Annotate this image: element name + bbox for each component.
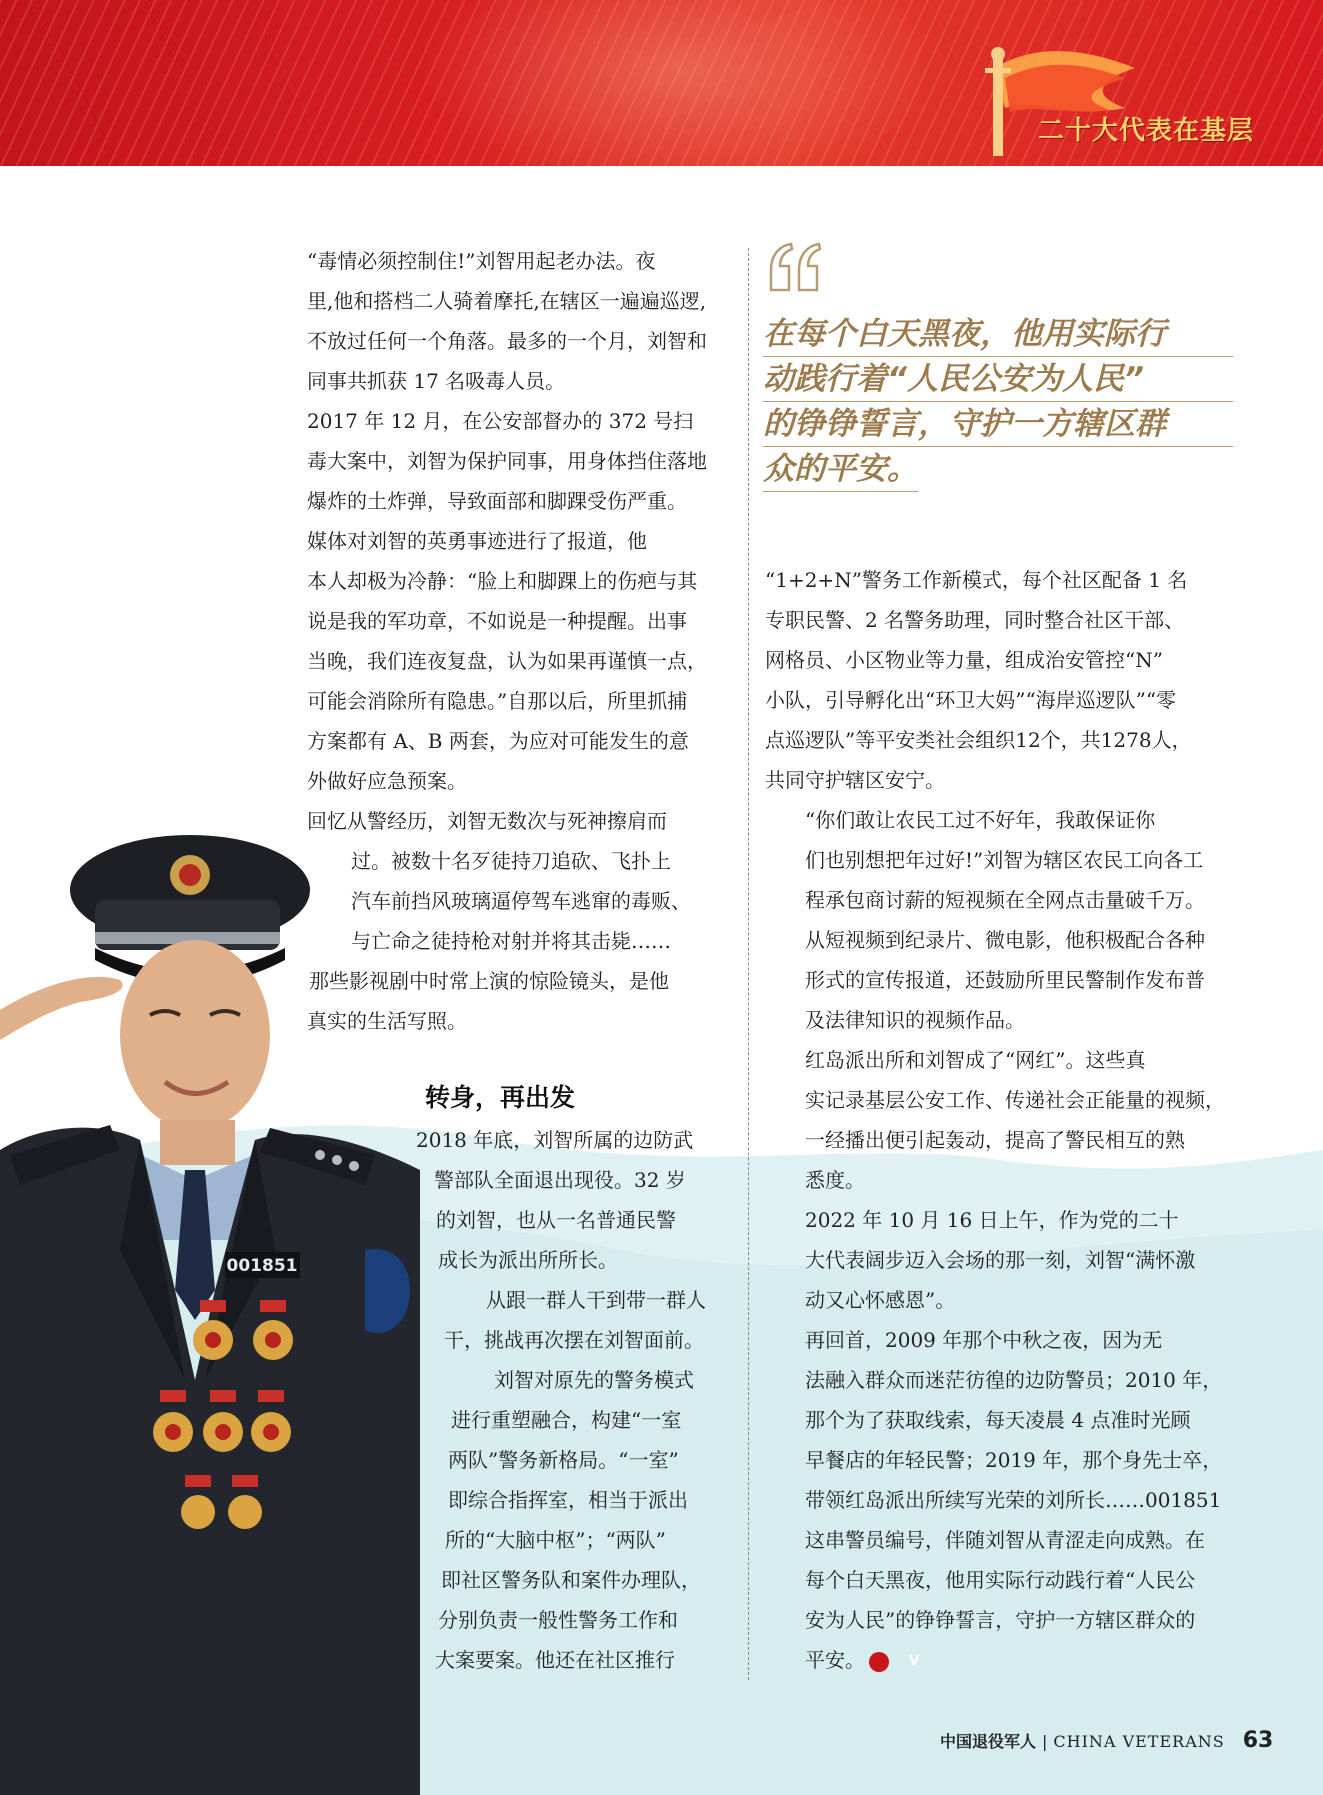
paragraph: 红岛派出所和刘智成了“网红”。这些真 实记录基层公安工作、传递社会正能量的视频， 一经播出便引起轰动，提高了警民相互的熟 悉度。 bbox=[805, 1048, 1225, 1192]
section-paragraphs: 2018 年底，刘智所属的边防武 警部队全面退出现役。32 岁 的刘智，也从一名普通民警 成长为派出所所长。 从跟一群人干到带一群人 干，挑战再次摆在刘智面前。 刘智对原先的警务模式 进行重塑融合，构建“一室 两队”警务新格局。“一室” 即综合指挥室，相当于派出 所的“大脑中枢”；“两队” 即社区警务队和案件办理队， 分别负责一般性警务工作和 大案要案。他还在社区推行 bbox=[416, 1128, 706, 1672]
page-number: 63 bbox=[1242, 1728, 1274, 1753]
magazine-english-name: CHINA VETERANS bbox=[1053, 1732, 1225, 1751]
paragraph: 媒体对刘智的英勇事迹进行了报道，他 本人却极为冷静：“脸上和脚踝上的伤疤与其 说是我的军功章，不如说是一种提醒。出事 当晚，我们连夜复盘，认为如果再谨慎一点， 可能会消除所有隐患。”自那以后，所里抓捕 方案都有 A、B 两套，为应对可能发生的意 外做好应急预案。 bbox=[307, 529, 707, 793]
banner-title: 二十大代表在基层 bbox=[1038, 116, 1255, 146]
column-divider bbox=[748, 248, 749, 1680]
paragraph: 2017 年 12 月，在公安部督办的 372 号扫 毒大案中，刘智为保护同事，用身体挡住落地 爆炸的土炸弹，导致面部和脚踝受伤严重。 bbox=[307, 409, 707, 513]
banner-glow bbox=[420, 0, 940, 166]
paragraph: “毒情必须控制住!”刘智用起老办法。夜 里,他和搭档二人骑着摩托,在辖区一遍遍巡逻, 不放过任何一个角落。最多的一个月，刘智和 同事共抓获 17 名吸毒人员。 bbox=[307, 249, 707, 393]
paragraph: 2022 年 10 月 16 日上午，作为党的二十 大代表阔步迈入会场的那一刻，刘智“满怀激 动又心怀感恩”。 bbox=[805, 1208, 1196, 1312]
page-footer bbox=[940, 1728, 1273, 1753]
section-heading: 转身，再出发 bbox=[425, 1083, 576, 1112]
end-mark-icon: V bbox=[869, 1652, 889, 1672]
quote-mark-icon bbox=[765, 240, 825, 300]
badge-number: 001851 bbox=[226, 1256, 298, 1276]
pull-quote: 在每个白天黑夜，他用实际行 动践行着“人民公安为人民” 的铮铮誓言，守护一方辖区群 众的平安。 bbox=[763, 312, 1233, 492]
right-column bbox=[765, 560, 1227, 1680]
magazine-name: 中国退役军人 bbox=[940, 1732, 1037, 1751]
paragraph: “你们敢让农民工过不好年，我敢保证你 们也别想把年过好!”刘智为辖区农民工向各工 程承包商讨薪的短视频在全网点击量破千万。 从短视频到纪录片、微电影，他积极配合各种 形式的宣传报道，还鼓励所里民警制作发布普 及法律知识的视频作品。 bbox=[805, 808, 1205, 1032]
wrapped-paragraph: 回忆从警经历，刘智无数次与死神擦肩而 过。被数十名歹徒持刀追砍、飞扑上 汽车前挡风玻璃逼停驾车逃窜的毒贩、 与亡命之徒持枪对射并将其击毙…… 那些影视剧中时常上演的惊险镜头，是他 真实的生活写照。 bbox=[307, 809, 691, 1033]
paragraph: 再回首，2009 年那个中秋之夜，因为无 法融入群众而迷茫彷徨的边防警员；2010 年， 那个为了获取线索，每天凌晨 4 点准时光顾 早餐店的年轻民警；2019 年，那个身先士卒， 带领红岛派出所续写光荣的刘所长……001851 这串警员编号，伴随刘智从青涩走向成熟。在 每个白天黑夜，他用实际行动践行着“人民公 安为人民”的铮铮誓言，守护一方辖区群众的 平安。 V bbox=[805, 1328, 1223, 1672]
paragraph: “1+2+N”警务工作新模式，每个社区配备 1 名 专职民警、2 名警务助理，同时整合社区干部、 网格员、小区物业等力量，组成治安管控“N” 小队，引导孵化出“环卫大妈”“海岸巡逻队”“零 点巡逻队”等平安类社会组织12个，共1278人， 共同守护辖区安宁。 bbox=[765, 568, 1192, 792]
header-banner bbox=[0, 0, 1323, 166]
footer-separator: | bbox=[1042, 1732, 1048, 1751]
left-column bbox=[267, 241, 727, 801]
